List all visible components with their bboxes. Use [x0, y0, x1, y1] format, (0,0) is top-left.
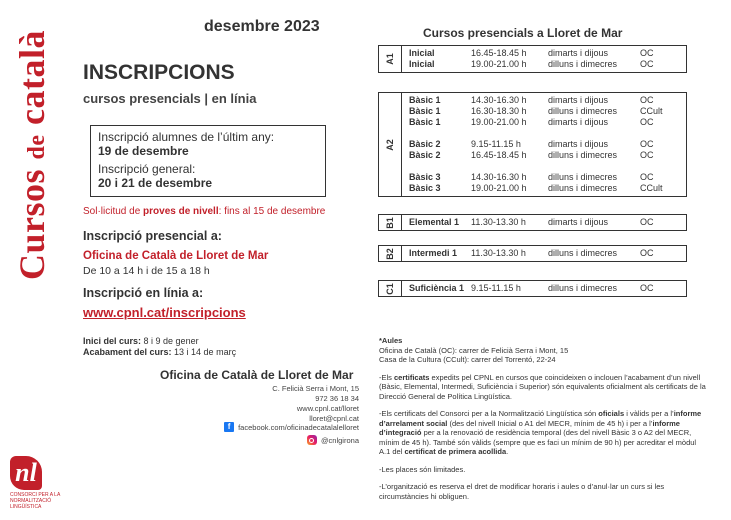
note-oficials [379, 409, 709, 457]
course-days: dilluns i dimecres [548, 106, 618, 116]
course-days: dilluns i dimecres [548, 172, 618, 182]
course-row [409, 117, 686, 128]
course-days: dimarts i dijous [548, 95, 609, 105]
course-name: Elemental 1 [409, 217, 460, 227]
instagram-row[interactable] [307, 435, 359, 445]
course-hours: 19.00-21.00 h [471, 183, 527, 193]
office-email[interactable]: lloret@cpnl.cat [309, 414, 359, 423]
note-bold: informe d’arrelament social [379, 409, 702, 428]
office-phone: 972 36 18 34 [315, 394, 359, 403]
note-organitzacio: -L’organització es reserva el dret de modificar horaris i aules o d’anul·lar un curs si les circumstàncies hi obliguen. [379, 482, 665, 501]
level-label [379, 46, 402, 72]
brand-part1: Cursos [12, 168, 52, 280]
course-row [409, 172, 686, 183]
note-bold: informe d’integració [379, 418, 680, 437]
level-box-b1 [378, 214, 687, 231]
level-label [379, 215, 402, 230]
note-bold: oficials [598, 409, 625, 418]
logo-text-line1: CONSORCI PER A LA [10, 492, 61, 498]
level-label-text: A1 [384, 53, 395, 65]
course-days: dilluns i dimecres [548, 248, 618, 258]
note-certificats [379, 373, 709, 402]
presencial-heading: Inscripció presencial a: [83, 229, 222, 243]
course-row [409, 283, 686, 294]
course-place: OC [640, 95, 654, 105]
course-row [409, 48, 686, 59]
course-row [409, 248, 686, 259]
course-days: dilluns i dimecres [548, 150, 618, 160]
cpnl-logo [10, 456, 80, 510]
registration-dates-box [90, 125, 326, 197]
office-contact [272, 384, 359, 424]
brand-small: de [24, 134, 50, 160]
note-text: per a la renovació de residència temporal (des del nivell Bàsic 3 o A2 del MECR, mínim de 45 h). També són vàlids (sempre que es faci un mínim de 90 h) per acreditar el mòdul A.1 del [379, 428, 697, 456]
course-hours: 11.30-13.30 h [471, 217, 526, 227]
course-place: CCult [640, 183, 663, 193]
course-place: CCult [640, 106, 663, 116]
note-text: -Els [379, 372, 394, 382]
nivell-suffix: : fins al 15 de desembre [218, 206, 326, 217]
instagram-handle[interactable]: @cnlgirona [320, 435, 359, 445]
level-rows [402, 246, 686, 261]
alumni-label: Inscripció alumnes de l’últim any: [98, 130, 275, 144]
aules-oc: Oficina de Català (OC): carrer de Felicià Serra i Mont, 15 [379, 345, 569, 355]
registration-link[interactable]: www.cpnl.cat/inscripcions [83, 305, 246, 320]
level-rows [402, 215, 686, 230]
level-label-text: B1 [384, 216, 395, 229]
nivell-bold: proves de nivell [143, 206, 219, 217]
office-web[interactable]: www.cpnl.cat/lloret [296, 404, 359, 413]
facebook-handle[interactable]: facebook.com/oficinadecatalalelloret [238, 422, 359, 432]
course-name: Bàsic 1 [409, 95, 441, 105]
course-place: OC [640, 59, 654, 69]
logo-text-line3: LINGÜÍSTICA [10, 504, 42, 510]
course-hours: 11.30-13.30 h [471, 248, 526, 258]
course-name: Bàsic 2 [409, 150, 441, 160]
logo-text [10, 492, 80, 510]
level-box-c1 [378, 280, 687, 297]
course-row [409, 95, 686, 106]
course-place: OC [640, 139, 654, 149]
course-name: Suficiència 1 [409, 283, 465, 293]
course-place: OC [640, 172, 654, 182]
course-row [409, 139, 686, 150]
course-name: Inicial [409, 59, 435, 69]
level-label [379, 281, 402, 296]
start-value: 8 i 9 de gener [141, 336, 199, 346]
schedule-title: Cursos presencials a Lloret de Mar [423, 26, 623, 40]
course-place: OC [640, 48, 654, 58]
level-rows [402, 281, 686, 296]
course-days: dimarts i dijous [548, 48, 609, 58]
course-hours: 19.00-21.00 h [471, 117, 527, 127]
aules-heading: *Aules [379, 336, 403, 345]
course-name: Bàsic 3 [409, 172, 441, 182]
course-row [409, 59, 686, 70]
course-days: dilluns i dimecres [548, 283, 618, 293]
level-label-text: C1 [384, 282, 395, 295]
course-days: dilluns i dimecres [548, 59, 618, 69]
office-name: Oficina de Català de Lloret de Mar [160, 368, 354, 382]
course-name: Bàsic 2 [409, 139, 441, 149]
course-days: dilluns i dimecres [548, 183, 618, 193]
nivell-prefix: Sol·licitud de [83, 206, 144, 217]
course-place: OC [640, 217, 654, 227]
course-hours: 16.30-18.30 h [471, 106, 527, 116]
course-row [409, 106, 686, 117]
level-rows [402, 46, 686, 72]
note-text: expedits pel CPNL en cursos que coincideixen o inclouen l’acabament d’un nivell (Bàsic, Elemental, Intermedi, Suficiència i Superior) són equivalents oficialment als certificats de la Direcció General de Política Lingüística. [379, 372, 706, 401]
course-name: Intermedi 1 [409, 248, 458, 258]
course-place: OC [640, 150, 654, 160]
course-name: Inicial [409, 48, 435, 58]
course-row [409, 183, 686, 194]
course-row [409, 217, 686, 228]
level-rows [402, 93, 686, 196]
course-place: OC [640, 283, 654, 293]
course-hours: 9.15-11.15 h [471, 139, 521, 149]
page-subtitle: cursos presencials | en línia [83, 91, 257, 106]
brand-part2: català [12, 30, 52, 125]
course-hours: 16.45-18.45 h [471, 150, 527, 160]
level-label-text: A2 [384, 138, 395, 151]
level-box-a1 [378, 45, 687, 73]
note-text: (des del nivell Inicial o A1 del MECR, mínim de 45 h) i per a l’ [447, 418, 653, 428]
level-test-notice [83, 206, 325, 217]
course-name: Bàsic 1 [409, 106, 441, 116]
level-box-a2 [378, 92, 687, 197]
facebook-row[interactable] [224, 422, 359, 432]
course-hours: 19.00-21.00 h [471, 59, 527, 69]
note-text: . [506, 447, 509, 456]
course-days: dimarts i dijous [548, 117, 609, 127]
instagram-icon [307, 435, 317, 445]
note-bold: certificat de primera acollida [404, 447, 507, 456]
note-text: -Els certificats del Consorci per a la Normalització Lingüística són [379, 409, 599, 418]
course-hours: 16.45-18.45 h [471, 48, 527, 58]
note-bold: certificats [394, 372, 430, 382]
note-places: -Les places són limitades. [379, 464, 466, 474]
course-name: Bàsic 1 [409, 117, 441, 127]
level-label [379, 93, 402, 196]
course-days: dimarts i dijous [548, 217, 609, 227]
course-place: OC [640, 248, 654, 258]
course-dates [83, 336, 236, 358]
presencial-hours: De 10 a 14 h i de 15 a 18 h [83, 265, 210, 277]
course-row [409, 150, 686, 161]
note-text: i vàlids per a l’ [624, 409, 674, 418]
level-label-text: B2 [384, 247, 395, 260]
page-title: INSCRIPCIONS [83, 61, 235, 84]
presencial-office: Oficina de Català de Lloret de Mar [83, 250, 269, 262]
course-place: OC [640, 117, 654, 127]
office-address: C. Felicià Serra i Mont, 15 [272, 384, 359, 393]
online-heading: Inscripció en línia a: [83, 286, 204, 300]
facebook-icon: f [224, 422, 234, 432]
notes-section [379, 336, 709, 509]
aules-ccult: Casa de la Cultura (CCult): carrer del Torrentó, 22-24 [379, 355, 556, 364]
alumni-date: 19 de desembre [98, 144, 189, 158]
course-hours: 9.15-11.15 h [471, 283, 521, 293]
course-hours: 14.30-16.30 h [471, 172, 527, 182]
course-hours: 14.30-16.30 h [471, 95, 527, 105]
course-days: dimarts i dijous [548, 139, 609, 149]
start-label: Inici del curs: [83, 336, 142, 346]
level-box-b2 [378, 245, 687, 262]
logo-text-line2: NORMALITZACIÓ [10, 498, 52, 504]
end-label: Acabament del curs: [83, 347, 172, 357]
date-heading: desembre 2023 [204, 18, 320, 35]
level-label [379, 246, 402, 261]
logo-mark: nl [10, 456, 42, 490]
course-name: Bàsic 3 [409, 183, 441, 193]
general-date: 20 i 21 de desembre [98, 176, 213, 190]
general-label: Inscripció general: [98, 162, 196, 176]
vertical-brand-title [14, 10, 50, 300]
end-value: 13 i 14 de març [171, 347, 237, 357]
